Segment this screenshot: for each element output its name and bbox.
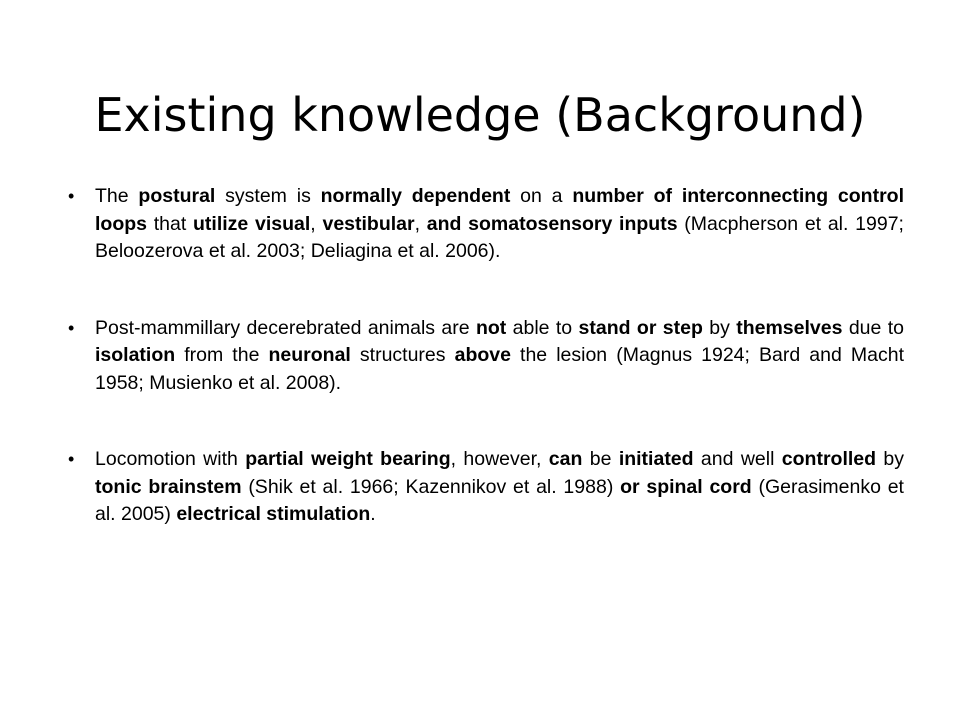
- bullet-text: [95, 448, 904, 525]
- body-text: able to: [506, 316, 579, 339]
- slide-title: Existing knowledge (Background): [94, 87, 866, 142]
- emphasis-text: number of interconnecting control loops: [95, 185, 905, 235]
- body-text: and well: [693, 448, 782, 470]
- body-text: Post-mammillary decerebrated animals are: [95, 316, 476, 339]
- bullet-item: [60, 446, 904, 529]
- emphasis-text: postural: [138, 185, 216, 207]
- emphasis-text: normally dependent: [320, 185, 511, 207]
- body-text: the lesion (Magnus 1924; Bard and Macht 1958; Musienko et al. 2008).: [95, 344, 904, 394]
- emphasis-text: or spinal cord: [620, 475, 752, 498]
- body-text: from the: [175, 344, 269, 366]
- emphasis-text: utilize visual: [193, 212, 311, 235]
- body-text: system is: [215, 185, 321, 207]
- body-text: on a: [510, 185, 573, 207]
- body-text: .: [370, 503, 376, 525]
- bullet-list: [60, 183, 904, 578]
- body-text: (Shik et al. 1966; Kazennikov et al. 1988): [241, 475, 621, 498]
- emphasis-text: partial weight bearing: [245, 448, 451, 470]
- emphasis-text: neuronal: [268, 344, 351, 366]
- body-text: (Macpherson et al. 1997; Beloozerova et al. 2003; Deliagina et al. 2006).: [95, 212, 904, 262]
- body-text: that: [147, 212, 194, 235]
- body-text: structures: [350, 344, 455, 366]
- bullet-item: [60, 183, 904, 266]
- emphasis-text: and somatosensory inputs: [426, 212, 678, 235]
- emphasis-text: isolation: [95, 344, 176, 366]
- body-text: Locomotion with: [95, 448, 246, 470]
- emphasis-text: not: [475, 316, 507, 339]
- body-text: , however,: [450, 448, 549, 470]
- emphasis-text: controlled: [781, 448, 877, 470]
- emphasis-text: can: [548, 448, 583, 470]
- emphasis-text: themselves: [736, 316, 843, 339]
- body-text: by: [702, 316, 737, 339]
- bullet-dot-icon: •: [68, 449, 75, 469]
- body-text: be: [582, 448, 619, 470]
- emphasis-text: above: [454, 344, 511, 366]
- bullet-dot-icon: •: [68, 317, 75, 338]
- emphasis-text: stand or step: [578, 316, 703, 339]
- emphasis-text: vestibular: [322, 212, 415, 235]
- body-text: ,: [414, 212, 427, 235]
- body-text: due to: [842, 316, 904, 339]
- body-text: by: [876, 448, 904, 470]
- body-text: The: [95, 185, 139, 207]
- emphasis-text: electrical stimulation: [176, 503, 371, 525]
- emphasis-text: tonic brainstem: [95, 475, 242, 498]
- bullet-dot-icon: •: [68, 186, 75, 206]
- body-text: ,: [310, 212, 323, 235]
- bullet-text: [95, 317, 904, 394]
- emphasis-text: initiated: [618, 448, 694, 470]
- bullet-text: [95, 185, 904, 262]
- bullet-item: [60, 315, 904, 398]
- body-text: (Gerasimenko et al. 2005): [95, 475, 904, 525]
